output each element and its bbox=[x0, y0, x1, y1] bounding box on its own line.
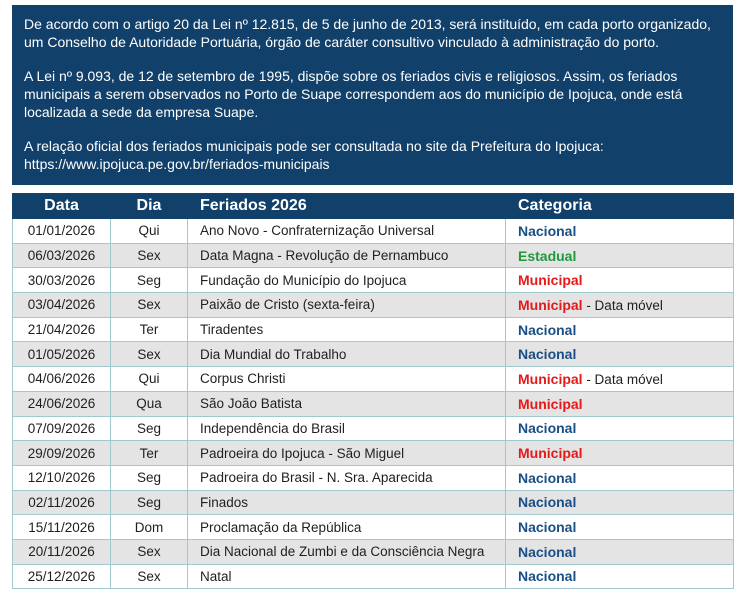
info-panel bbox=[12, 5, 733, 185]
category-note: - Data móvel bbox=[582, 297, 663, 313]
table-row bbox=[13, 515, 734, 540]
table-row bbox=[13, 490, 734, 515]
cell-holiday-name: Paixão de Cristo (sexta-feira) bbox=[188, 293, 506, 318]
cell-holiday-name: Finados bbox=[188, 490, 506, 515]
table-row bbox=[13, 268, 734, 293]
cell-day: Qui bbox=[111, 219, 188, 244]
cell-category bbox=[506, 490, 734, 515]
cell-category bbox=[506, 317, 734, 342]
header-holiday: Feriados 2026 bbox=[188, 194, 506, 219]
cell-category bbox=[506, 465, 734, 490]
category-label: Nacional bbox=[518, 321, 577, 338]
category-label: Nacional bbox=[518, 222, 577, 239]
header-date: Data bbox=[13, 194, 111, 219]
table-row bbox=[13, 293, 734, 318]
cell-category bbox=[506, 391, 734, 416]
cell-day: Sex bbox=[111, 342, 188, 367]
header-category: Categoria bbox=[506, 194, 734, 219]
cell-holiday-name: Natal bbox=[188, 564, 506, 589]
cell-date: 01/05/2026 bbox=[13, 342, 111, 367]
category-label: Municipal bbox=[518, 370, 583, 387]
category-label: Nacional bbox=[518, 494, 577, 511]
cell-day: Sex bbox=[111, 293, 188, 318]
info-paragraph-official-list bbox=[24, 137, 723, 173]
table-header-row bbox=[13, 194, 734, 219]
category-label: Municipal bbox=[518, 296, 583, 313]
cell-day: Qua bbox=[111, 391, 188, 416]
cell-holiday-name: São João Batista bbox=[188, 391, 506, 416]
cell-holiday-name: Dia Mundial do Trabalho bbox=[188, 342, 506, 367]
cell-date: 07/09/2026 bbox=[13, 416, 111, 441]
cell-date: 03/04/2026 bbox=[13, 293, 111, 318]
cell-holiday-name: Fundação do Município do Ipojuca bbox=[188, 268, 506, 293]
cell-category bbox=[506, 416, 734, 441]
category-label: Nacional bbox=[518, 568, 577, 585]
category-label: Nacional bbox=[518, 519, 577, 536]
category-label: Municipal bbox=[518, 272, 583, 289]
cell-holiday-name: Data Magna - Revolução de Pernambuco bbox=[188, 243, 506, 268]
cell-holiday-name: Independência do Brasil bbox=[188, 416, 506, 441]
cell-holiday-name: Dia Nacional de Zumbi e da Consciência Negra bbox=[188, 539, 506, 564]
category-label: Nacional bbox=[518, 346, 577, 363]
cell-holiday-name: Ano Novo - Confraternização Universal bbox=[188, 219, 506, 244]
table-row bbox=[13, 465, 734, 490]
cell-category bbox=[506, 243, 734, 268]
cell-holiday-name: Tiradentes bbox=[188, 317, 506, 342]
category-note: - Data móvel bbox=[582, 371, 663, 387]
cell-date: 01/01/2026 bbox=[13, 219, 111, 244]
table-row bbox=[13, 317, 734, 342]
category-label: Estadual bbox=[518, 247, 577, 264]
cell-date: 15/11/2026 bbox=[13, 515, 111, 540]
cell-date: 12/10/2026 bbox=[13, 465, 111, 490]
cell-date: 30/03/2026 bbox=[13, 268, 111, 293]
table-row bbox=[13, 416, 734, 441]
category-label: Nacional bbox=[518, 469, 577, 486]
cell-day: Sex bbox=[111, 539, 188, 564]
cell-day: Dom bbox=[111, 515, 188, 540]
cell-category bbox=[506, 515, 734, 540]
category-label: Municipal bbox=[518, 445, 583, 462]
cell-day: Ter bbox=[111, 441, 188, 466]
table-row bbox=[13, 243, 734, 268]
cell-holiday-name: Padroeira do Brasil - N. Sra. Aparecida bbox=[188, 465, 506, 490]
table-row bbox=[13, 441, 734, 466]
cell-day: Sex bbox=[111, 243, 188, 268]
category-label: Municipal bbox=[518, 395, 583, 412]
cell-category bbox=[506, 268, 734, 293]
cell-day: Seg bbox=[111, 490, 188, 515]
cell-category bbox=[506, 564, 734, 589]
category-label: Nacional bbox=[518, 420, 577, 437]
info-paragraph-law-9093: A Lei nº 9.093, de 12 de setembro de 1995, dispõe sobre os feriados civis e religiosos. Assim, os feriados municipais a serem observados no Porto de Suape correspondem aos do município de Ipojuca, onde está localizada a sede da empresa Suape. bbox=[24, 68, 683, 120]
table-row bbox=[13, 367, 734, 392]
cell-day: Seg bbox=[111, 416, 188, 441]
cell-date: 02/11/2026 bbox=[13, 490, 111, 515]
cell-category bbox=[506, 441, 734, 466]
cell-day: Seg bbox=[111, 268, 188, 293]
cell-day: Sex bbox=[111, 564, 188, 589]
table-row bbox=[13, 219, 734, 244]
table-row bbox=[13, 539, 734, 564]
cell-category bbox=[506, 293, 734, 318]
cell-holiday-name: Padroeira do Ipojuca - São Miguel bbox=[188, 441, 506, 466]
cell-day: Ter bbox=[111, 317, 188, 342]
cell-category bbox=[506, 367, 734, 392]
cell-date: 20/11/2026 bbox=[13, 539, 111, 564]
table-row bbox=[13, 342, 734, 367]
info-url-link[interactable]: https://www.ipojuca.pe.gov.br/feriados-municipais bbox=[24, 156, 330, 172]
info-official-list-text: A relação oficial dos feriados municipais pode ser consultada no site da Prefeitura do Ipojuca: bbox=[24, 138, 604, 154]
cell-date: 21/04/2026 bbox=[13, 317, 111, 342]
cell-holiday-name: Corpus Christi bbox=[188, 367, 506, 392]
table-row bbox=[13, 391, 734, 416]
holidays-table bbox=[12, 193, 734, 589]
cell-day: Qui bbox=[111, 367, 188, 392]
cell-category bbox=[506, 539, 734, 564]
cell-category bbox=[506, 342, 734, 367]
holidays-table-body bbox=[13, 219, 734, 589]
cell-date: 25/12/2026 bbox=[13, 564, 111, 589]
cell-date: 29/09/2026 bbox=[13, 441, 111, 466]
cell-date: 24/06/2026 bbox=[13, 391, 111, 416]
cell-date: 06/03/2026 bbox=[13, 243, 111, 268]
header-day: Dia bbox=[111, 194, 188, 219]
info-paragraph-law-12815: De acordo com o artigo 20 da Lei nº 12.815, de 5 de junho de 2013, será instituído, em cada porto organizado, um Conselho de Autoridade Portuária, órgão de caráter consultivo vinculado à administração do porto. bbox=[24, 16, 711, 50]
cell-category bbox=[506, 219, 734, 244]
cell-date: 04/06/2026 bbox=[13, 367, 111, 392]
category-label: Nacional bbox=[518, 543, 577, 560]
cell-holiday-name: Proclamação da República bbox=[188, 515, 506, 540]
table-row bbox=[13, 564, 734, 589]
cell-day: Seg bbox=[111, 465, 188, 490]
